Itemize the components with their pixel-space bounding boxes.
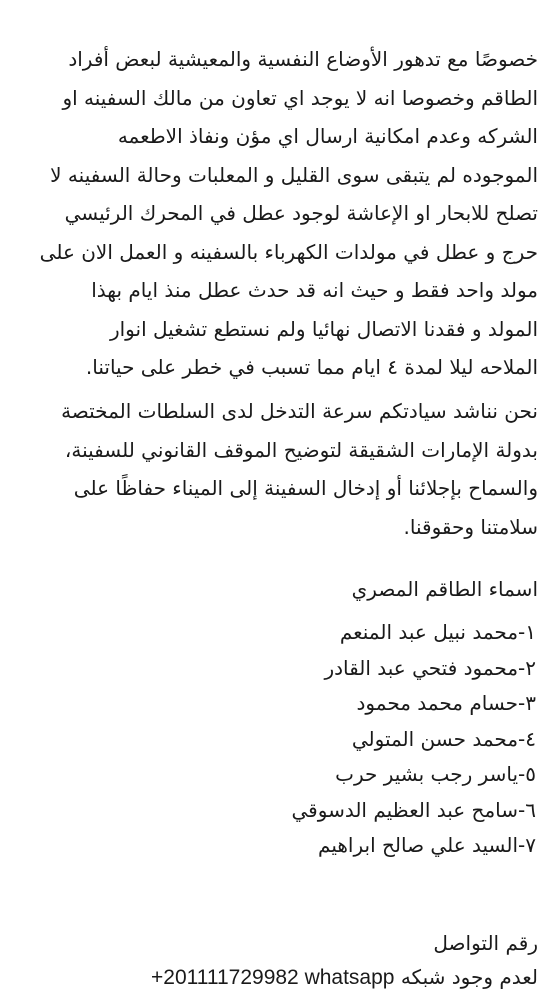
text-line: المولد و فقدنا الاتصال نهائيا ولم نستطع تشغيل انوار [109, 316, 538, 341]
text-line: خصوصًا مع تدهور الأوضاع النفسية والمعيشية لبعض أفراد [68, 47, 538, 71]
crew-member: ٥-ياسر رجب بشير حرب [335, 762, 536, 786]
paragraph-appeal [18, 392, 538, 546]
text-line: حرج و عطل في مولدات الكهرباء بالسفينه و العمل الان على [39, 239, 538, 264]
crew-member: ١-محمد نبيل عبد المنعم [339, 620, 536, 644]
crew-list [16, 615, 536, 864]
text-line: سلامتنا وحقوقنا. [403, 514, 538, 539]
crew-member: ٦-سامح عبد العظيم الدسوقي [291, 797, 536, 822]
text-line: والسماح بإجلائنا أو إدخال السفينة إلى الميناء حفاظًا على [73, 476, 538, 500]
crew-list-title: اسماء الطاقم المصري [351, 577, 538, 601]
crew-member: ٧-السيد علي صالح ابراهيم [318, 833, 536, 857]
contact-label: رقم التواصل [433, 931, 538, 955]
contact-note: لعدم وجود شبكه [400, 965, 538, 989]
crew-member: ٤-محمد حسن المتولي [351, 726, 536, 751]
text-line: الطاقم وخصوصا انه لا يوجد اي تعاون من مالك السفينه او [62, 85, 538, 110]
crew-member: ٢-محمود فتحي عبد القادر [324, 655, 536, 680]
text-line: تصلح للابحار او الإعاشة لوجود عطل في المحرك الرئيسي [64, 201, 538, 225]
text-line: الشركه وعدم امكانية ارسال اي مؤن ونفاذ الاطعمه [117, 124, 538, 148]
contact-phone[interactable]: +201111729982 whatsapp [151, 966, 395, 989]
text-line: الموجوده لم يتبقى سوى القليل و المعلبات وحالة السفينه لا [50, 162, 538, 187]
paragraph-situation [18, 40, 538, 387]
contact-line [20, 960, 538, 995]
text-line: مولد واحد فقط و حيث انه قد حدث عطل منذ ايام بهذا [91, 278, 538, 302]
text-line: بدولة الإمارات الشقيقة لتوضيح الموقف القانوني للسفينة، [64, 437, 538, 462]
text-line: نحن نناشد سيادتكم سرعة التدخل لدى السلطات المختصة [61, 399, 538, 423]
text-line: الملاحه ليلا لمدة ٤ ايام مما تسبب في خطر على حياتنا. [85, 355, 538, 379]
crew-member: ٣-حسام محمد محمود [356, 691, 536, 715]
